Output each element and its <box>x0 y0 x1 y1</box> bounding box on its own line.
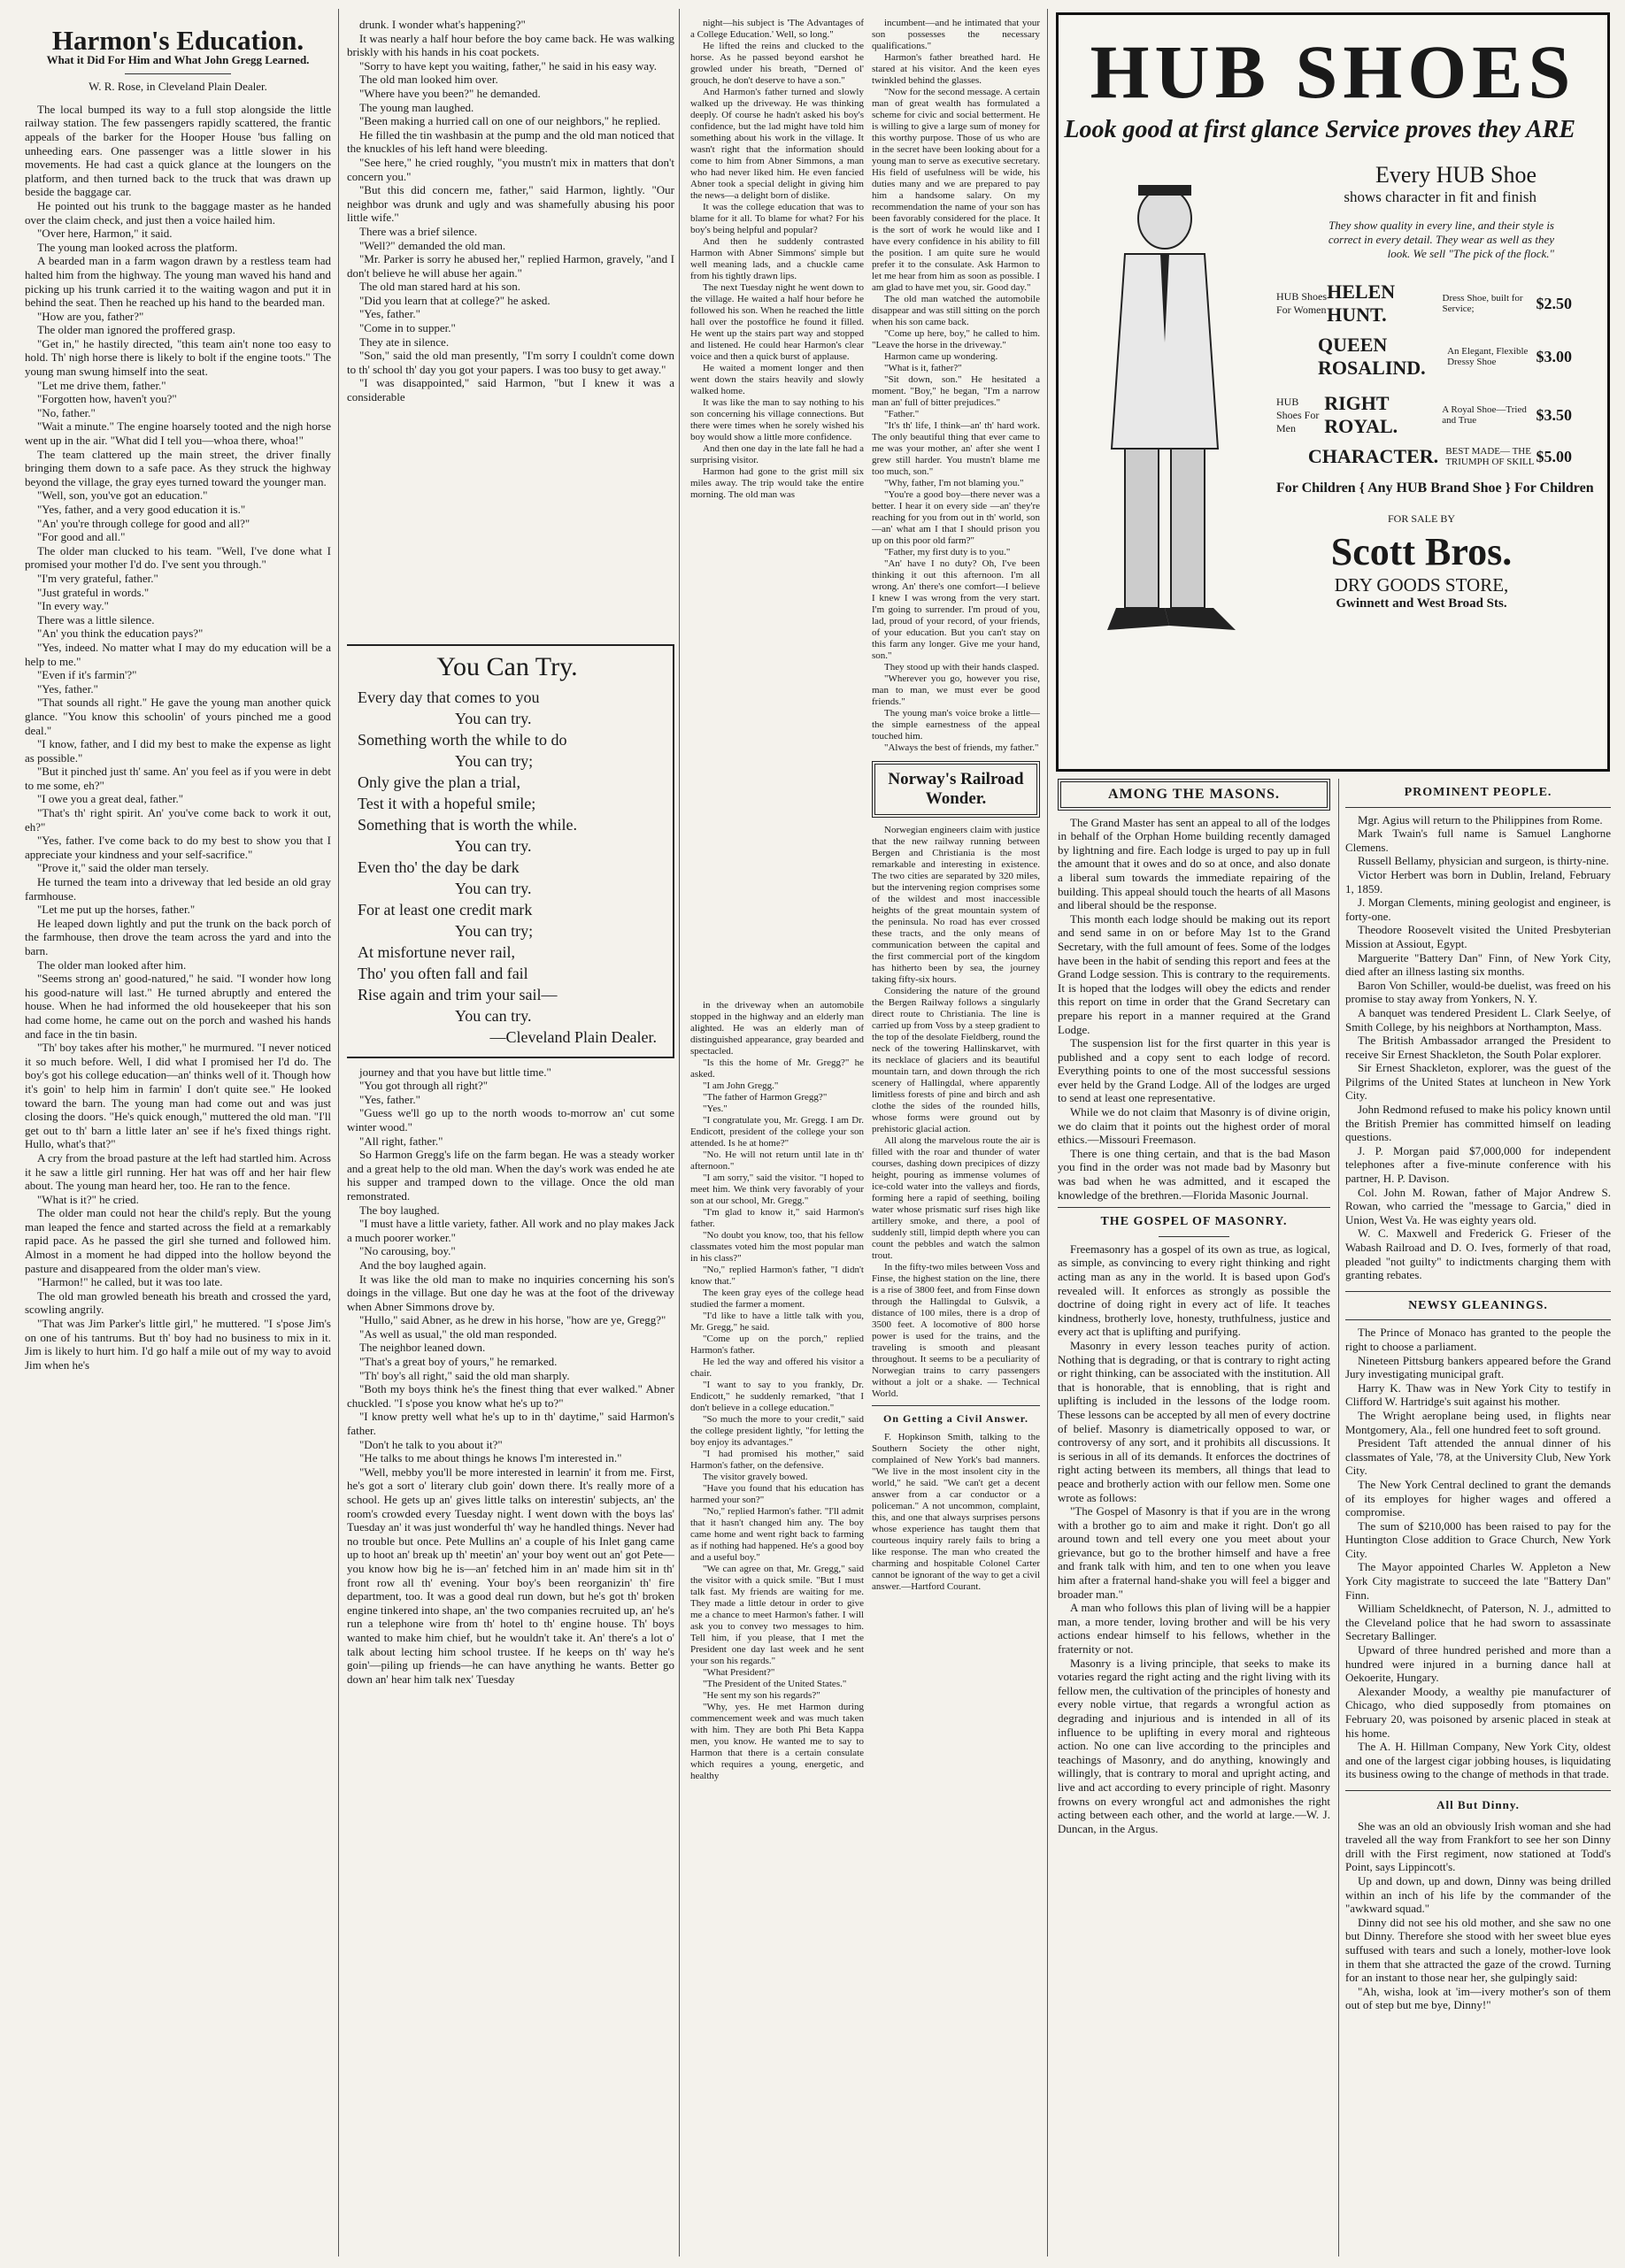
ad-every: Every HUB Shoe <box>1375 162 1536 188</box>
paragraph: The young man looked across the platform. <box>37 240 238 254</box>
poem-line: Tho' you often fall and fail <box>358 964 528 982</box>
paragraph: "I know pretty well what he's up to in th' daytime," said Harmon's father. <box>347 1410 674 1438</box>
paragraph: "An' you think the education pays?" <box>37 627 204 641</box>
article-byline: W. R. Rose, in Cleveland Plain Dealer. <box>89 80 267 94</box>
gleanings-body <box>1345 1326 1611 1781</box>
column-rule <box>1338 779 1339 2256</box>
paragraph: "I'm glad to know it," said Harmon's father. <box>690 1207 864 1229</box>
paragraph: "What is it, father?" <box>884 363 962 373</box>
paragraph: This month each lodge should be making out its report and send same in on or before May 1st to the Grand Secretary, with the full amount of fees. Some of the lodges have been in the habit of sending this report and fees at the Grand Lodge session. This is contrary to the requirements. It is hoped that the lodges will obey the edicts and render this report on time in order that the Grand Secretary can prepare his report in a manner required at the Grand Lodge. <box>1058 911 1330 1036</box>
paragraph: "Where have you been?" he demanded. <box>359 86 541 100</box>
paragraph: "Son," said the old man presently, "I'm sorry I couldn't come down to th' school th' day you got your papers. I was too busy to get away." <box>347 349 674 376</box>
paragraph: "Th' boy takes after his mother," he murmured. "I never noticed it so much before. Well, I did what I promised her I'd do. The boy's got his college education—an' thinks well of it. Though how it's goin' to help him in farmin' I don't quite see." He looked toward the barn. The young man had come out and was just closing the doors. "He's quick enough," muttered the old man. "I'll get out to th' barn a little later an' see if he's fixed things right. Hullo, what's that?" <box>25 1041 331 1151</box>
paragraph: While we do not claim that Masonry is of divine origin, we do claim that it points out the highest order of moral ethics.—Missouri Freemason. <box>1058 1105 1330 1147</box>
paragraph: "No doubt you know, too, that his fellow classmates voted him the most popular man in his class?" <box>690 1230 864 1264</box>
divider <box>1058 1207 1330 1208</box>
paragraph: Alexander Moody, a wealthy pie manufacturer of Chicago, who died supposedly from ptomaines on February 20, was poisoned by arsenic placed in steak at his home. <box>1345 1684 1611 1740</box>
paragraph: "I had promised his mother," said Harmon's father, on the defensive. <box>690 1449 864 1471</box>
poem-line: You can try; <box>455 751 534 770</box>
paragraph: "No. He will not return until late in th' afternoon." <box>690 1149 864 1172</box>
paragraph: "Yes, father." <box>37 681 98 696</box>
paragraph: "Yes, indeed. No matter what I may do my education will be a help to me." <box>25 640 331 668</box>
paragraph: The Wright aeroplane being used, in flights near Montgomery, Ala., fell one hundred feet to soft ground. <box>1345 1408 1611 1436</box>
paragraph: And then he suddenly contrasted Harmon with Abner Simmons' simple but well meaning lads, and a chuckle came from his tightly drawn lips. <box>690 236 864 281</box>
paragraph: J. Morgan Clements, mining geologist and engineer, is forty-one. <box>1345 896 1611 923</box>
paragraph: "It's th' life, I think—an' th' hard work. The only beautiful thing that ever came to me was your mother, an' after she went I grew still harder. You mustn't blame me too much, son." <box>872 420 1040 477</box>
paragraph: "In every way." <box>37 599 109 613</box>
norway-body <box>872 825 1040 1400</box>
paragraph: They ate in silence. <box>359 334 450 349</box>
paragraph: The old man growled beneath his breath and crossed the yard, scowling angrily. <box>25 1288 331 1317</box>
paragraph: The next Tuesday night he went down to the village. He waited a half hour before he followed his son. When he reached the little hall over the postoffice he found it filled. He went up the stairs part way and stopped and listened. He could hear Harmon's clear voice and then a quick burst of applause. <box>690 282 864 362</box>
men-row-1: HUB Shoes For Men RIGHT ROYAL. A Royal Shoe—Tried and True $3.50 <box>1276 392 1573 437</box>
paragraph: And Harmon's father turned and slowly walked up the driveway. He was thinking deeply. Of course he hadn't asked his boy's confidence, but the lad might have told him something about his work in the village. It wasn't right that the information should come to him from Abner Simmons, a man who had never liked him. He even fancied Abner took a special delight in giving him the news—a delight born of dislike. <box>690 87 864 201</box>
paragraph: The older man looked after him. <box>37 957 187 972</box>
paragraph: "Don't he talk to you about it?" <box>359 1437 503 1451</box>
paragraph: "Come in to supper." <box>359 321 456 335</box>
paragraph: "Seems strong an' good-natured," he said. "I wonder how long his good-nature will last." He turned abruptly and entered the house. When he had informed the old housekeeper that his son had come home, he came out on the porch and washed his hands and face in the tin basin. <box>25 972 331 1041</box>
paragraph: The New York Central declined to grant the demands of its employes for higher wages and offered a compromise. <box>1345 1477 1611 1519</box>
paragraph: And then one day in the late fall he had a surprising visitor. <box>690 443 864 465</box>
paragraph: "Come up here, boy," he called to him. "Leave the horse in the driveway." <box>872 328 1040 350</box>
paragraph: President Taft attended the annual dinner of his classmates of Yale, '78, at the University Club, New York City. <box>1345 1436 1611 1478</box>
paragraph: in the driveway when an automobile stopped in the highway and an elderly man alighted. He was an elderly man of distinguished appearance, gray bearded and spectacled. <box>690 1000 864 1057</box>
paragraph: Mgr. Agius will return to the Philippines from Rome. <box>1358 812 1603 826</box>
paragraph: The boy laughed. <box>359 1203 440 1217</box>
paragraph: "I know, father, and I did my best to make the expense as light as possible." <box>25 737 331 765</box>
column-3 <box>690 18 864 2256</box>
paragraph: "Let me drive them, father." <box>37 378 166 392</box>
divider <box>1345 1319 1611 1320</box>
paragraph: He pointed out his trunk to the baggage master as he handed over the claim check, and just then a voice hailed him. <box>25 198 331 227</box>
paragraph: incumbent—and he intimated that your son possesses the necessary qualifications." <box>872 18 1040 51</box>
masons-column <box>1058 779 1330 2256</box>
paragraph: Harry K. Thaw was in New York City to testify in Clifford W. Hartridge's suit against his mother. <box>1345 1380 1611 1409</box>
hub-shoes-ad <box>1056 12 1610 772</box>
men-row-2: CHARACTER. BEST MADE— THE TRIUMPH OF SKILL $5.00 <box>1307 445 1572 467</box>
continuation-body <box>872 18 1040 754</box>
paragraph: "Well, mebby you'll be more interested in learnin' it from me. First, he's got a sort o' literary club goin' down there. It's really more of a school. He gets up an' gives little talks on interestin' subjects, an' the room's crowded every Tuesday night. I went down with the boys las' Tuesday an' it was just wonderful th' way he handled things. Never had no trouble but once. Pete Mullins an' a couple of his Inlet gang came up to hoot an' break up th' meetin' an' your boy went out an' got Pete—you know how big he is—an' fetched him in an' made him sit in th' front row all th' evening. Your boy's been reorganizin' th' fire department, too. It was a good deal run down, but he's got th' broken engine tinkered into shape, an' the two companies recruited up, an' he's run a telephone wire from th' hotel to th' engine house. Th' boys wanted to make him chief, but he wouldn't take it. An' there's a lot o' talk about lecting him school trustee. If he keeps on th' way he's goin'—piling up friends—he can have anything he wants. Better go down an' hear him talk nex' Tuesday <box>347 1465 674 1686</box>
paragraph: The A. H. Hillman Company, New York City, oldest and one of the largest cigar jobbing houses, is liquidating its business owing to the change of methods in that trade. <box>1345 1740 1611 1781</box>
paragraph: The neighbor leaned down. <box>359 1341 486 1355</box>
paragraph: The old man watched the automobile disappear and was still sitting on the porch when his son came back. <box>872 294 1040 327</box>
paragraph: The Grand Master has sent an appeal to all of the lodges in behalf of the Orphan Home building recently damaged by lightning and fire. Each lodge is urged to pay up in full the amount that it owes and do so at once, and also donate a liberal sum towards the immediate repairing of the building. This appeal should touch the hearts of all Masons and liberal should be the response. <box>1058 815 1330 912</box>
paragraph: Harmon's father breathed hard. He stared at his visitor. And the keen eyes twinkled behind the glasses. <box>872 52 1040 86</box>
paragraph: William Scheldknecht, of Paterson, N. J., admitted to the Cleveland police that he had sworn to assassinate Secretary Ballinger. <box>1345 1602 1611 1643</box>
paragraph: "An' have I no duty? Oh, I've been thinking it out this afternoon. I'm all wrong. An' there's one comfort—I believe I knew I was wrong from the very start. I'm going to surrender. I'm proud of you, lad, proud of your record, of your friends, of your education. But you can't stay on this farm any longer. Give me your hand, son." <box>872 558 1040 661</box>
paragraph: "Why, yes. He met Harmon during commencement week and was much taken with him. They are both Phi Beta Kappa men, you know. He wanted me to say to Harmon that there is a certain consulate which requires a young, energetic, and healthy <box>690 1702 864 1781</box>
paragraph: "Wait a minute." The engine hoarsely tooted and the nigh horse went up in the air. "What did I tell you—whoa there, whoa!" <box>25 419 331 448</box>
norway-title: Norway's Railroad Wonder. <box>888 770 1024 808</box>
poem-line: Even tho' the day be dark <box>358 857 520 876</box>
paragraph: "You got through all right?" <box>359 1079 489 1093</box>
paragraph: Baron Von Schiller, would-be duelist, was freed on his promise to stay away from Yonkers, N. Y. <box>1345 978 1611 1006</box>
paragraph: "That sounds all right." He gave the young man another quick glance. "You know this schoolin' of yours pinched me a good deal." <box>25 696 331 737</box>
gospel-body <box>1058 1242 1330 1836</box>
store-name: DRY GOODS STORE, <box>1334 574 1509 596</box>
paragraph: "Is this the home of Mr. Gregg?" he asked. <box>690 1057 864 1080</box>
paragraph: "Prove it," said the older man tersely. <box>37 861 209 875</box>
divider <box>1345 1790 1611 1791</box>
paragraph: "Father, my first duty is to you." <box>884 547 1011 557</box>
paragraph: Norwegian engineers claim with justice that the new railway running between Bergen and Christiania is the most remarkable and interesting in existence. The two cities are separated by 320 miles, but the intervening region comprises some of the wildest and most inaccessible heights of the great mountain system of the peninsula. No road has ever crossed these tracts, and the only means of communication between the capital and the first commercial port of the kingdom has hitherto been by sea, the journey taking fifty-six hours. <box>872 825 1040 985</box>
dinny-title: All But Dinny. <box>1436 1797 1520 1811</box>
paragraph: "Over here, Harmon," it said. <box>37 227 173 241</box>
paragraph: night—his subject is 'The Advantages of a College Education.' Well, so long." <box>690 18 864 40</box>
paragraph: "All right, father." <box>359 1134 443 1148</box>
gospel-title: THE GOSPEL OF MASONRY. <box>1100 1215 1288 1229</box>
paragraph: "I was disappointed," said Harmon, "but I knew it was a considerable <box>347 376 674 404</box>
paragraph: "So much the more to your credit," said the college president lightly, "for letting the boy enjoy its advantages." <box>690 1414 864 1448</box>
paragraph: "Did you learn that at college?" he asked. <box>359 293 551 307</box>
paragraph: "Well, son, you've got an education." <box>37 488 208 503</box>
paragraph: "Been making a hurried call on one of our neighbors," he replied. <box>359 114 661 128</box>
paragraph: The young man's voice broke a little—the simple earnestness of the appeal touched him. <box>872 708 1040 742</box>
paragraph: All along the marvelous route the air is filled with the roar and thunder of water courses, dashing down precipices of dizzy height, pouring as immense volumes of ice-cold water into the valleys and fiords, forming here a rapid of seething, boiling water whose prismatic surf rises high like artillery smoke, and there, a pool of suddenly still, limpid depth where you can count the pebbles and watch the salmon trout. <box>872 1135 1040 1261</box>
norway-box <box>872 761 1040 818</box>
paragraph: "Yes, father. I've come back to do my best to show you that I appreciate your kindness and your self-sacrifice." <box>25 834 331 861</box>
article-body-continued <box>690 18 864 628</box>
paragraph: He turned the team into a driveway that led beside an old gray farmhouse. <box>25 875 331 903</box>
paragraph: "The father of Harmon Gregg?" <box>703 1092 828 1103</box>
paragraph: "Always the best of friends, my father." <box>884 742 1039 753</box>
column-1 <box>25 18 331 2256</box>
article-body-continued <box>347 18 674 637</box>
paragraph: Russell Bellamy, physician and surgeon, is thirty-nine. <box>1358 854 1609 868</box>
paragraph: A banquet was tendered President L. Clark Seelye, of Smith College, by his neighbors at Northampton, Mass. <box>1345 1005 1611 1034</box>
shoe-man-illustration <box>1076 183 1253 679</box>
paragraph: Upward of three hundred perished and more than a hundred were injured in a burning dance hall at Oekoerite, Hungary. <box>1345 1643 1611 1685</box>
paragraph: There was a little silence. <box>37 612 155 627</box>
paragraph: The keen gray eyes of the college head studied the farmer a moment. <box>690 1288 864 1310</box>
paragraph: He waited a moment longer and then went down the stairs heavily and slowly walked home. <box>690 363 864 396</box>
paragraph: "I congratulate you, Mr. Gregg. I am Dr. Endicott, president of the college your son attended. Is he at home?" <box>690 1115 864 1149</box>
divider <box>125 73 231 74</box>
paragraph: Sir Ernest Shackleton, explorer, was the guest of the Pilgrims of the United States at luncheon in New York City. <box>1345 1061 1611 1103</box>
paragraph: "He talks to me about things he knows I'm interested in." <box>359 1451 622 1465</box>
women-row-1: HUB Shoes For Women HELEN HUNT. Dress Shoe, built for Service; $2.50 <box>1276 281 1573 326</box>
paragraph: "Both my boys think he's the finest thing that ever walked." Abner chuckled. "I s'pose you know what he's up to?" <box>347 1382 674 1410</box>
civil-body <box>872 1432 1040 1593</box>
paragraph: "Well?" demanded the old man. <box>359 238 506 252</box>
people-body <box>1345 813 1611 1282</box>
paragraph: "Now for the second message. A certain man of great wealth has formulated a scheme for civic and social betterment. He is willing to give a large sum of money for this worthy purpose. Those of us who are in the secret have been looking about for a young man to serve as executive secretary. His field of usefulness will be wide, his duties many and we are prepared to pay him a handsome salary. On my recommendation the name of your son has been favorably considered for the place. It is the sort of work he would like and I have every confidence in his ability to fill the position. I am quite sure he would prefer it to the consulate. Ask Harmon to let me hear from him as soon as possible. I am glad to have met you, sir. Good day." <box>872 87 1040 293</box>
masons-body <box>1058 816 1330 1203</box>
paragraph: "I owe you a great deal, father." <box>37 792 184 806</box>
divider <box>1159 1236 1229 1237</box>
paragraph: He filled the tin washbasin at the pump and the old man noticed that the knuckles of his left hand were bleeding. <box>347 127 674 156</box>
ad-small: They show quality in every line, and their style is correct in every detail. They wear as well as they look. We sell "The pick of the flock." <box>1328 219 1554 260</box>
paragraph: "No," replied Harmon's father. "I'll admit that it hasn't changed him any. The boy came home and went right back to farming as if nothing had happened. He's a good boy and a useful boy." <box>690 1506 864 1563</box>
paragraph: "Mr. Parker is sorry he abused her," replied Harmon, gravely, "and I don't believe he will abuse her again." <box>347 252 674 280</box>
paragraph: "No, father." <box>37 405 96 419</box>
paragraph: Mark Twain's full name is Samuel Langhorne Clemens. <box>1345 826 1611 854</box>
people-title: PROMINENT PEOPLE. <box>1404 786 1552 799</box>
poem-line: You can try. <box>455 879 532 897</box>
paragraph: "Guess we'll go up to the north woods to-morrow an' cut some winter wood." <box>347 1106 674 1134</box>
column-rule <box>338 9 339 2256</box>
paragraph: He lifted the reins and clucked to the horse. As he passed beyond earshot he growled under his breath, "Derned ol' grouch, he don't deserve to have a son." <box>690 41 864 86</box>
seller-name: Scott Bros. <box>1330 530 1513 573</box>
paragraph: Col. John M. Rowan, father of Major Andrew S. Rowan, who carried the "message to Garcia," died in Union, West Va. He was eighty years old. <box>1345 1185 1611 1226</box>
poem-line: Rise again and trim your sail— <box>358 985 558 1003</box>
paragraph: "Even if it's farmin'?" <box>37 668 137 682</box>
paragraph: Victor Herbert was born in Dublin, Ireland, February 1, 1859. <box>1345 867 1611 896</box>
paragraph: It was the college education that was to blame for it all. To blame for what? For his boy's being helpful and popular? <box>690 202 864 235</box>
paragraph: "Get in," he hastily directed, "this team ain't none too easy to hold. Th' nigh horse there is likely to bolt if the engine toots." The young man swung himself into the seat. <box>25 336 331 379</box>
paragraph: Harmon had gone to the grist mill six miles away. The trip would take the entire morning. The old man was <box>690 466 864 500</box>
poem-line: Only give the plan a trial, <box>358 773 520 791</box>
paragraph: The team clattered up the main street, the driver finally bringing them down to a safe pace. As they struck the highway beyond the village, the gray eyes turned toward the younger man. <box>25 447 331 488</box>
paragraph: "Sorry to have kept you waiting, father," he said in his easy way. <box>359 58 657 73</box>
paragraph: "I am John Gregg." <box>703 1080 779 1091</box>
paragraph: "That's th' right spirit. An' you've come back to work it out, eh?" <box>25 806 331 834</box>
paragraph: Masonry in every lesson teaches purity of action. Nothing that is degrading, or that is contrary to right acting or right thinking, can be associated with the institution. All that is honorable, that is ennobling, that is right and uplifting is included in the lessons of the lodge room. These lessons can be accepted by all men of every doctrine of belief. Masonry is diametrically opposed to war, or controversy of any sort, and it prohibits all discussions. It is serious in all of its demands. It enforces the doctrines of right acting between its members, all things that lead to peace and brotherly action with our fellow men. Some one wrote as follows: <box>1058 1338 1330 1504</box>
column-2 <box>347 18 674 2256</box>
masons-title-box <box>1058 779 1330 811</box>
paragraph: "I want to say to you frankly, Dr. Endicott," he suddenly remarked, "that I don't believe in a college education." <box>690 1380 864 1413</box>
paragraph: "I'm very grateful, father." <box>37 571 158 585</box>
paragraph: A man who follows this plan of living will be a happier man, a more tender, loving brother and will be his very actions endear himself to his fellows, whether in the fraternity or not. <box>1058 1601 1330 1657</box>
poem-line: Something worth the while to do <box>358 730 567 749</box>
paragraph: "Why, father, I'm not blaming you." <box>884 478 1024 488</box>
paragraph: And the boy laughed again. <box>359 1257 487 1272</box>
paragraph: Theodore Roosevelt visited the United Presbyterian Mission at Assiout, Egypt. <box>1345 923 1611 950</box>
poem-credit: —Cleveland Plain Dealer. <box>489 1027 657 1046</box>
paragraph: A cry from the broad pasture at the left had startled him. Across it he saw a little girl running. Her hat was off and her hair flew about. The young man heard her, too. He ran to the fence. <box>25 1150 331 1193</box>
paragraph: They stood up with their hands clasped. <box>884 662 1040 673</box>
divider <box>1345 1291 1611 1292</box>
paragraph: "What is it?" he cried. <box>37 1192 139 1206</box>
paragraph: She was an old an obviously Irish woman and she had traveled all the way from Frankfort to see her son Dinny drill with the First regiment, now stationed at Todd's Point, says Lippincott's. <box>1345 1818 1611 1874</box>
paragraph: "See here," he cried roughly, "you mustn't mix in matters that don't concern you." <box>347 155 674 183</box>
paragraph: "Have you found that his education has harmed your son?" <box>690 1483 864 1505</box>
paragraph: There is one thing certain, and that is the bad Mason you find in the order was not made bad by Masonry but was bad when he was admitted, and it escaped the knowledge of the brethren.—Florida Masonic Journal. <box>1058 1146 1330 1202</box>
poem-lines <box>358 687 657 1026</box>
gleanings-title: NEWSY GLEANINGS. <box>1408 1298 1548 1312</box>
paragraph: "Wherever you go, however you rise, man to man, we must ever be good friends." <box>872 673 1040 707</box>
paragraph: "But this did concern me, father," said Harmon, lightly. "Our neighbor was drunk and ugly and was shamefully abusing his poor little wife." <box>347 183 674 225</box>
column-rule <box>1047 9 1048 2256</box>
paragraph: "He sent my son his regards?" <box>703 1690 820 1701</box>
paragraph: The suspension list for the first quarter in this year is published and a copy sent to each lodge of record. Everything points to one of the most successful sessions ever held by the Grand Lodge. All of the lodges are urged to send at least one representative. <box>1058 1036 1330 1105</box>
poem-line: Something that is worth the while. <box>358 815 577 834</box>
poem-box <box>347 644 674 1058</box>
paragraph: It was like the man to say nothing to his son concerning his village connections. But there were times when he sorely wished his boy would show a little more confidence. <box>690 397 864 442</box>
paragraph: "Forgotten how, haven't you?" <box>37 392 177 406</box>
for-sale-by: FOR SALE BY <box>1387 512 1455 525</box>
article-body <box>25 103 331 1372</box>
paragraph: "You're a good boy—there never was a better. I hear it on every side —an' they're reaching for you from out in th' world, son—an' what am I that I should prison you up on this poor old farm?" <box>872 489 1040 546</box>
paragraph: "Hullo," said Abner, as he drew in his horse, "how are ye, Gregg?" <box>359 1313 666 1327</box>
paragraph: "Yes, father, and a very good education it is." <box>37 503 246 516</box>
paragraph: There was a brief silence. <box>359 224 478 238</box>
paragraph: "Yes, father." <box>359 1092 420 1106</box>
paragraph: "I'd like to have a little talk with you, Mr. Gregg," he said. <box>690 1311 864 1333</box>
paragraph: "Let me put up the horses, father." <box>37 903 196 917</box>
poem-line: For at least one credit mark <box>358 900 533 919</box>
paragraph: Marguerite "Battery Dan" Finn, of New York City, died after an illness lasting six months. <box>1345 950 1611 979</box>
civil-title: On Getting a Civil Answer. <box>883 1412 1028 1425</box>
paragraph: "Harmon!" he called, but it was too late. <box>37 1275 223 1289</box>
paragraph: Harmon came up wondering. <box>884 351 998 362</box>
paragraph: "An' you're through college for good and all?" <box>37 516 250 530</box>
poem-line: Every day that comes to you <box>358 688 540 706</box>
store-address: Gwinnett and West Broad Sts. <box>1336 596 1507 611</box>
paragraph: "For good and all." <box>37 530 126 544</box>
column-rule <box>679 9 680 2256</box>
paragraph: "The President of the United States." <box>703 1679 847 1689</box>
paragraph: "That was Jim Parker's little girl," he muttered. "I s'pose Jim's on one of his tantrums. But th' boy had no business to mix in it. Jim is likely to hurt him. I'd go half a mile out of my way to avoid Jim when he's <box>25 1317 331 1372</box>
dinny-body <box>1345 1819 1611 2012</box>
paragraph: "How are you, father?" <box>37 309 144 323</box>
poem-line: At misfortune never rail, <box>358 942 515 961</box>
paragraph: "No carousing, boy." <box>359 1244 456 1258</box>
paragraph: The visitor gravely bowed. <box>703 1472 808 1482</box>
people-column <box>1345 779 1611 2256</box>
paragraph: "Yes, father." <box>359 307 420 321</box>
paragraph: The local bumped its way to a full stop alongside the little railway station. The few passengers rapidly scattered, the frantic appeals of the barker for the Hooper House 'bus falling on unheeding ears. One passenger was a little slower in his movements. He had cast a quick glance at the loungers on the platform, and then turned back to the truck that was drawn up beside the baggage car. <box>25 102 331 199</box>
paragraph: In the fifty-two miles between Voss and Finse, the highest station on the line, there is a rise of 3800 feet, and from Finse down through the Hallingdal to Gulsvik, a distance of 100 miles, there is a drop of 3500 feet. A locomotive of 800 horse power is used for the trains, and the traveling is smooth and pleasant throughout. It seems to be a peculiarity of Norwegian trains to carry passengers without a jolt or a shake. — Technical World. <box>872 1262 1040 1399</box>
paragraph: The old man stared hard at his son. <box>359 280 520 294</box>
paragraph: So Harmon Gregg's life on the farm began. He was a steady worker and a great help to the old man. When the day's work was ended he ate his supper and tramped down to the village. Once the old man remonstrated. <box>347 1148 674 1203</box>
paragraph: The older man clucked to his team. "Well, I've done what I promised your mother I'd do. I've sent you through." <box>25 543 331 572</box>
ad-logo: HUB SHOES <box>1090 29 1576 114</box>
children-row: For Children { Any HUB Brand Shoe } For Children <box>1276 481 1594 496</box>
divider <box>1345 807 1611 808</box>
paragraph: F. Hopkinson Smith, talking to the Southern Society the other night, complained of New York's bad manners. "We live in the most insolent city in the world," he said. "We can't get a decent answer from a car conductor or a policeman." A not uncommon, complaint, this, and one that always surprises persons whose experience has taught them that courteous inquiry rarely fails to bring a like response. The man who created the charming and hospitable Colonel Carter cannot be ignorant of the way to get a civil answer.—Hartford Courant. <box>872 1432 1040 1592</box>
ad-shows: shows character in fit and finish <box>1344 188 1536 205</box>
paragraph: The Mayor appointed Charles W. Appleton a New York City magistrate to succeed the late "Battery Dan" Finn. <box>1345 1560 1611 1602</box>
paragraph: The sum of $210,000 has been raised to pay for the Huntington Close addition to Grace Church, New York City. <box>1345 1518 1611 1560</box>
paragraph: "Father." <box>884 409 920 419</box>
masons-title: AMONG THE MASONS. <box>1107 787 1281 802</box>
divider <box>872 1405 1040 1406</box>
poem-title: You Can Try. <box>436 652 578 681</box>
paragraph: "No," replied Harmon's father, "I didn't know that." <box>690 1265 864 1287</box>
women-row-2: QUEEN ROSALIND. An Elegant, Flexible Dressy Shoe $3.00 <box>1318 334 1572 379</box>
paragraph: "Yes." <box>703 1103 728 1114</box>
paragraph: journey and that you have but little time." <box>359 1065 551 1079</box>
paragraph: Up and down, up and down, Dinny was being drilled within an inch of his life by the commander of the "awkward squad." <box>1345 1873 1611 1916</box>
article-body-continued <box>690 1000 864 2230</box>
paragraph: He leaped down lightly and put the trunk on the back porch of the farmhouse, then drove the team across the yard and into the barn. <box>25 916 331 957</box>
poem-line: Test it with a hopeful smile; <box>358 794 536 812</box>
paragraph: The old man looked him over. <box>359 73 498 87</box>
paragraph: "Come up on the porch," replied Harmon's father. <box>690 1334 864 1356</box>
paragraph: "As well as usual," the old man responded. <box>359 1326 558 1341</box>
paragraph: The British Ambassador arranged the President to receive Sir Ernest Shackleton, the South Polar explorer. <box>1345 1034 1611 1061</box>
paragraph: "What President?" <box>703 1667 775 1678</box>
paragraph: It was nearly a half hour before the boy came back. He was walking briskly with his hands in his coat pockets. <box>347 31 674 59</box>
paragraph: drunk. I wonder what's happening?" <box>359 18 526 31</box>
paragraph: Masonry is a living principle, that seeks to make its votaries regard the right acting and the right living with its fellow men, the cultivation of the principles of honesty and every noble virtue, that regards a wrongful action as degrading and injurious and is intended in all of its influence to be uplifting in every moral and righteous action. No one can live according to the principles and teachings of Masonry, and do anything, knowingly and willingly, that is contrary to moral and upright acting, and live and act according to every principle of right. Masonry frowns on every wrongful act and admonishes the right acting between each other, and the world at large.—W. J. Duncan, in the Argus. <box>1058 1656 1330 1835</box>
paragraph: W. C. Maxwell and Frederick G. Frieser of the Wabash Railroad and D. O. Ives, formerly of that road, pleaded "not guilty" to indictments charging them with granting rebates. <box>1345 1226 1611 1282</box>
poem-line: You can try. <box>455 1006 532 1025</box>
paragraph: "The Gospel of Masonry is that if you are in the wrong with a brother go to aim and make it right. Don't go all around town and tell every one you meet about your grievance, but go to the brother himself and have a free and frank talk with him, and ten to one when you leave him after a fraternal hand-shake you will feel a bigger and broader man." <box>1058 1504 1330 1601</box>
paragraph: The young man laughed. <box>359 100 474 114</box>
paragraph: "Th' boy's all right," said the old man sharply. <box>359 1368 570 1382</box>
column-4-visible <box>872 18 1040 2256</box>
poem-line: You can try. <box>455 836 532 855</box>
poem-line: You can try; <box>455 921 534 940</box>
article-headline: Harmon's Education. <box>51 25 304 56</box>
paragraph: The older man could not hear the child's reply. But the young man leaped the fence and started across the field at a remarkably rapid pace. As he passed the girl she turned and followed him. Almost in a moment he had dipped into the hollow beyond the pasture and disappeared from the older man's view. <box>25 1206 331 1275</box>
paragraph: The Prince of Monaco has granted to the people the right to choose a parliament. <box>1345 1326 1611 1353</box>
paragraph: The older man ignored the proffered grasp. <box>37 323 235 337</box>
paragraph: "I must have a little variety, father. All work and no play makes Jack a much poorer worker." <box>347 1217 674 1244</box>
paragraph: "Sit down, son." He hesitated a moment. "Boy," he began, "I'm a narrow man an' full of bitter prejudices." <box>872 374 1040 408</box>
ad-lead: Look good at first glance Service proves they ARE <box>1064 116 1575 143</box>
paragraph: J. P. Morgan paid $7,000,000 for independent telephones after a five-minute conference with his partner, H. P. Davison. <box>1345 1143 1611 1186</box>
paragraph: Freemasonry has a gospel of its own as true, as logical, as simple, as convincing to every right thinking and right acting man as any in the world. It is based upon God's revealed will. It enforces as strongly as possible the doctrine of doing right in every act of life. It teaches kindness, brotherly love, honesty, truthfulness, justice and every act that is uplifting and purifying. <box>1058 1242 1330 1339</box>
paragraph: John Redmond refused to make his policy known until the British Premier has committed himself on leading questions. <box>1345 1103 1611 1144</box>
paragraph: Dinny did not see his old mother, and she saw no one but Dinny. Therefore she stood with her sweet blue eyes suffused with tears and such a lonely, mother-love look in them that she attracted the gaze of the crowd. Turning for an instant to those near her, she gulpingly said: <box>1345 1915 1611 1985</box>
paragraph: "We can agree on that, Mr. Gregg," said the visitor with a quick smile. "But I must talk fast. My friends are waiting for me. They made a little detour in order to give me a chance to meet Harmon's father. I will ask you to convey two messages to him. Tell him, if you please, that I met the President one day last week and he sent your son his regards." <box>690 1564 864 1666</box>
paragraph: "But it pinched just th' same. An' you feel as if you were in debt to me some, eh?" <box>25 765 331 792</box>
paragraph: Considering the nature of the ground the Bergen Railway follows a singularly direct route to Christiania. The line is carried up from Voss by a steep gradient to the top of the desolate Fieldberg, round the neck of the towering Hallinskarvet, with its necklace of glaciers and its beautiful mountain tarn, and down through the rich scenery of Hallingdal, where apparently limitless forests of pine and birch and ash clothe the sides of the rounded hills, whose forms were ground out by prehistoric glacial action. <box>872 986 1040 1134</box>
poem-line: You can try. <box>455 709 532 727</box>
paragraph: A bearded man in a farm wagon drawn by a restless team had halted him from the highway. The young man waved his hand and picking up his trunk carried it to the waiting wagon and put it in behind the seat. Then he reached up his hand to the bearded man. <box>25 254 331 310</box>
article-body-continued <box>347 1065 674 2256</box>
paragraph: "I am sorry," said the visitor. "I hoped to meet him. We think very favorably of your son at our school, Mr. Gregg." <box>690 1172 864 1206</box>
article-subhead: What it Did For Him and What John Gregg Learned. <box>46 52 310 66</box>
paragraph: "That's a great boy of yours," he remarked. <box>359 1355 558 1369</box>
paragraph: He led the way and offered his visitor a chair. <box>690 1357 864 1379</box>
paragraph: "Just grateful in words." <box>37 585 150 599</box>
paragraph: Nineteen Pittsburg bankers appeared before the Grand Jury investigating municipal graft. <box>1345 1353 1611 1381</box>
paragraph: "Ah, wisha, look at 'im—ivery mother's son of them out of step but me bye, Dinny!" <box>1345 1984 1611 2012</box>
paragraph: It was like the old man to make no inquiries concerning his son's doings in the village. But one day he was at the foot of the driveway when Abner Simmons drove by. <box>347 1272 674 1313</box>
